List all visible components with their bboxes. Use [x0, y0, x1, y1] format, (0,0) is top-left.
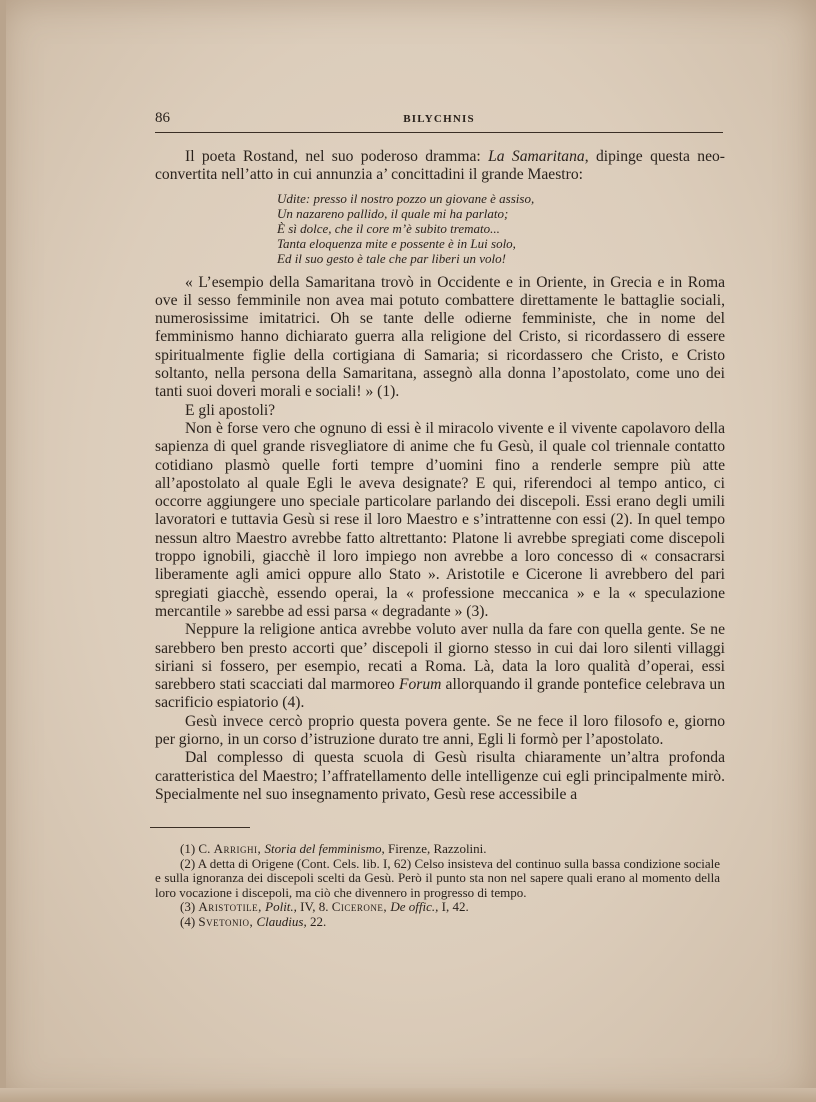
footnote-text: Firenze, Razzolini. — [384, 841, 487, 856]
footnote-text: I, 42. — [438, 899, 469, 915]
work-title: La Samaritana — [488, 148, 585, 165]
verse-quote — [277, 191, 725, 266]
paragraph: E gli apostoli? — [185, 401, 276, 419]
footnote-4 — [180, 915, 720, 930]
paragraph-text: Neppure la religione antica avrebbe voluto aver nulla da fare con quella gente. Se ne sarebbero ben presto accorti que’ discepoli il giorno stesso in cui dai loro silenti villaggi siriani si fossero, per esempio, recati a Roma. Là, data la loro qualità d’operai, essi sarebbero stati scacciati dal marmoreo — [155, 621, 725, 694]
footnotes — [155, 841, 720, 930]
paragraph: Non è forse vero che ognuno di essi è il miracolo vivente e il vivente capolavoro della sapienza di quel grande risvegliatore di anime che fu Gesù, il quale col triennale contatto cotidiano plasmò quelle forti tempre d’uomini fino a renderle sempre più atte all’apostolato al quale Egli le aveva designate? E qui, riferendoci al tempo antico, ci occorre aggiungere uno speciale particolare parlando dei discepoli. Essi erano degli umili lavoratori e tuttavia Gesù si rese il loro Maestro e s’intrattenne con essi (2). In quel tempo nessun altro Maestro avrebbe fatto altrettanto: Platone li avrebbe spregiati come discepoli troppo ignobili, giacchè il loro impiego non avrebbe a loro concesso di « consacrarsi liberamente agli amici oppure allo Stato ». Aristotile e Cicerone li avrebbero del pari spregiati giacchè, essendo operai, la « professione meccanica » e la « speculazione mercantile » sarebbe ad essi parsa « degradante » (3). — [155, 419, 725, 620]
intro-paragraph — [155, 148, 725, 185]
verse-line: Ed il suo gesto è tale che par liberi un volo! — [277, 250, 506, 266]
page-number: 86 — [155, 110, 170, 126]
paragraph: « L’esempio della Samaritana trovò in Occidente e in Oriente, in Grecia e in Roma ove il sesso femminile non avea mai potuto combattere direttamente le battaglie sociali, numerosissime imitatrici. Oh se tante delle odierne femministe, che in nome del femminismo hanno dichiarato guerra alla religione del Cristo, si ricordassero di essere spiritualmente figlie della cortigiana di Samaria; si ricordassero che Cristo, e Cristo soltanto, nella persona della Samaritana, assegnò alla donna l’apostolato, come uno dei tanti suoi doveri morali e sociali! » (1). — [155, 273, 725, 401]
footnote-author: Svetonio, — [198, 913, 254, 929]
footnote-title: De offic., — [390, 899, 439, 915]
footnote-author: Aristotile, — [198, 899, 262, 915]
verse-line: Tanta eloquenza mite e possente è in Lui solo, — [277, 235, 516, 251]
verse-line: Un nazareno pallido, il quale mi ha parlato; — [277, 205, 509, 221]
footnote-title: Storia del femminismo, — [264, 841, 385, 856]
intro-text: Il poeta Rostand, nel suo poderoso dramma: — [185, 148, 489, 165]
running-head: BILYCHNIS — [403, 113, 475, 125]
verse-line: Udite: presso il nostro pozzo un giovane è assiso, — [277, 190, 535, 206]
footnote-author: Arrighi, — [213, 841, 262, 856]
footnote-marker: (1) C. — [180, 841, 214, 856]
italic-word: Forum — [398, 676, 442, 694]
footnote-1 — [180, 842, 720, 857]
paragraph-text: allorquando il grande pontefice celebrava un sacrificio espiatorio (4). — [155, 676, 725, 712]
footnote-marker: (4) — [180, 913, 199, 929]
page-header — [155, 110, 723, 132]
paragraph: Gesù invece cercò proprio questa povera gente. Se ne fece il loro filosofo e, giorno per giorno, in un corso d’istruzione durato tre anni, Egli li formò per l’apostolato. — [155, 712, 725, 749]
footnote-rule — [150, 827, 250, 828]
paragraph — [155, 621, 725, 712]
header-rule — [155, 132, 723, 133]
footnote-text: (2) A detta di Origene (Cont. Cels. lib. I, 62) Celso insisteva del continuo sulla bassa condizione sociale e sulla ignoranza dei discepoli scelti da Gesù. Però il punto sta non nel sapere quali erano al momento della loro vocazione i discepoli, ma ciò che divennero in progresso di tempo. — [155, 855, 720, 900]
paragraph: Dal complesso di questa scuola di Gesù risulta chiaramente un’altra profonda caratteristica del Maestro; l’affratellamento delle intelligenze cui egli principalmente mirò. Specialmente nel suo insegnamento privato, Gesù rese accessibile a — [155, 749, 725, 803]
intro-rest: , dipinge questa neo-convertita nell’atto in cui annunzia a’ concittadini il grande Maestro: — [155, 148, 725, 184]
footnote-text: IV, 8. — [296, 899, 332, 915]
footnote-author: Cicerone, — [331, 899, 388, 915]
footnote-title: Polit., — [265, 899, 297, 915]
footnote-marker: (3) — [180, 899, 199, 915]
footnote-3 — [180, 900, 720, 915]
footnote-text: 22. — [306, 913, 327, 929]
footnote-title: Claudius, — [256, 913, 307, 929]
verse-line: È sì dolce, che il core m’è subito tremato... — [277, 220, 500, 236]
footnote-2 — [155, 857, 720, 901]
body-text — [155, 148, 725, 804]
